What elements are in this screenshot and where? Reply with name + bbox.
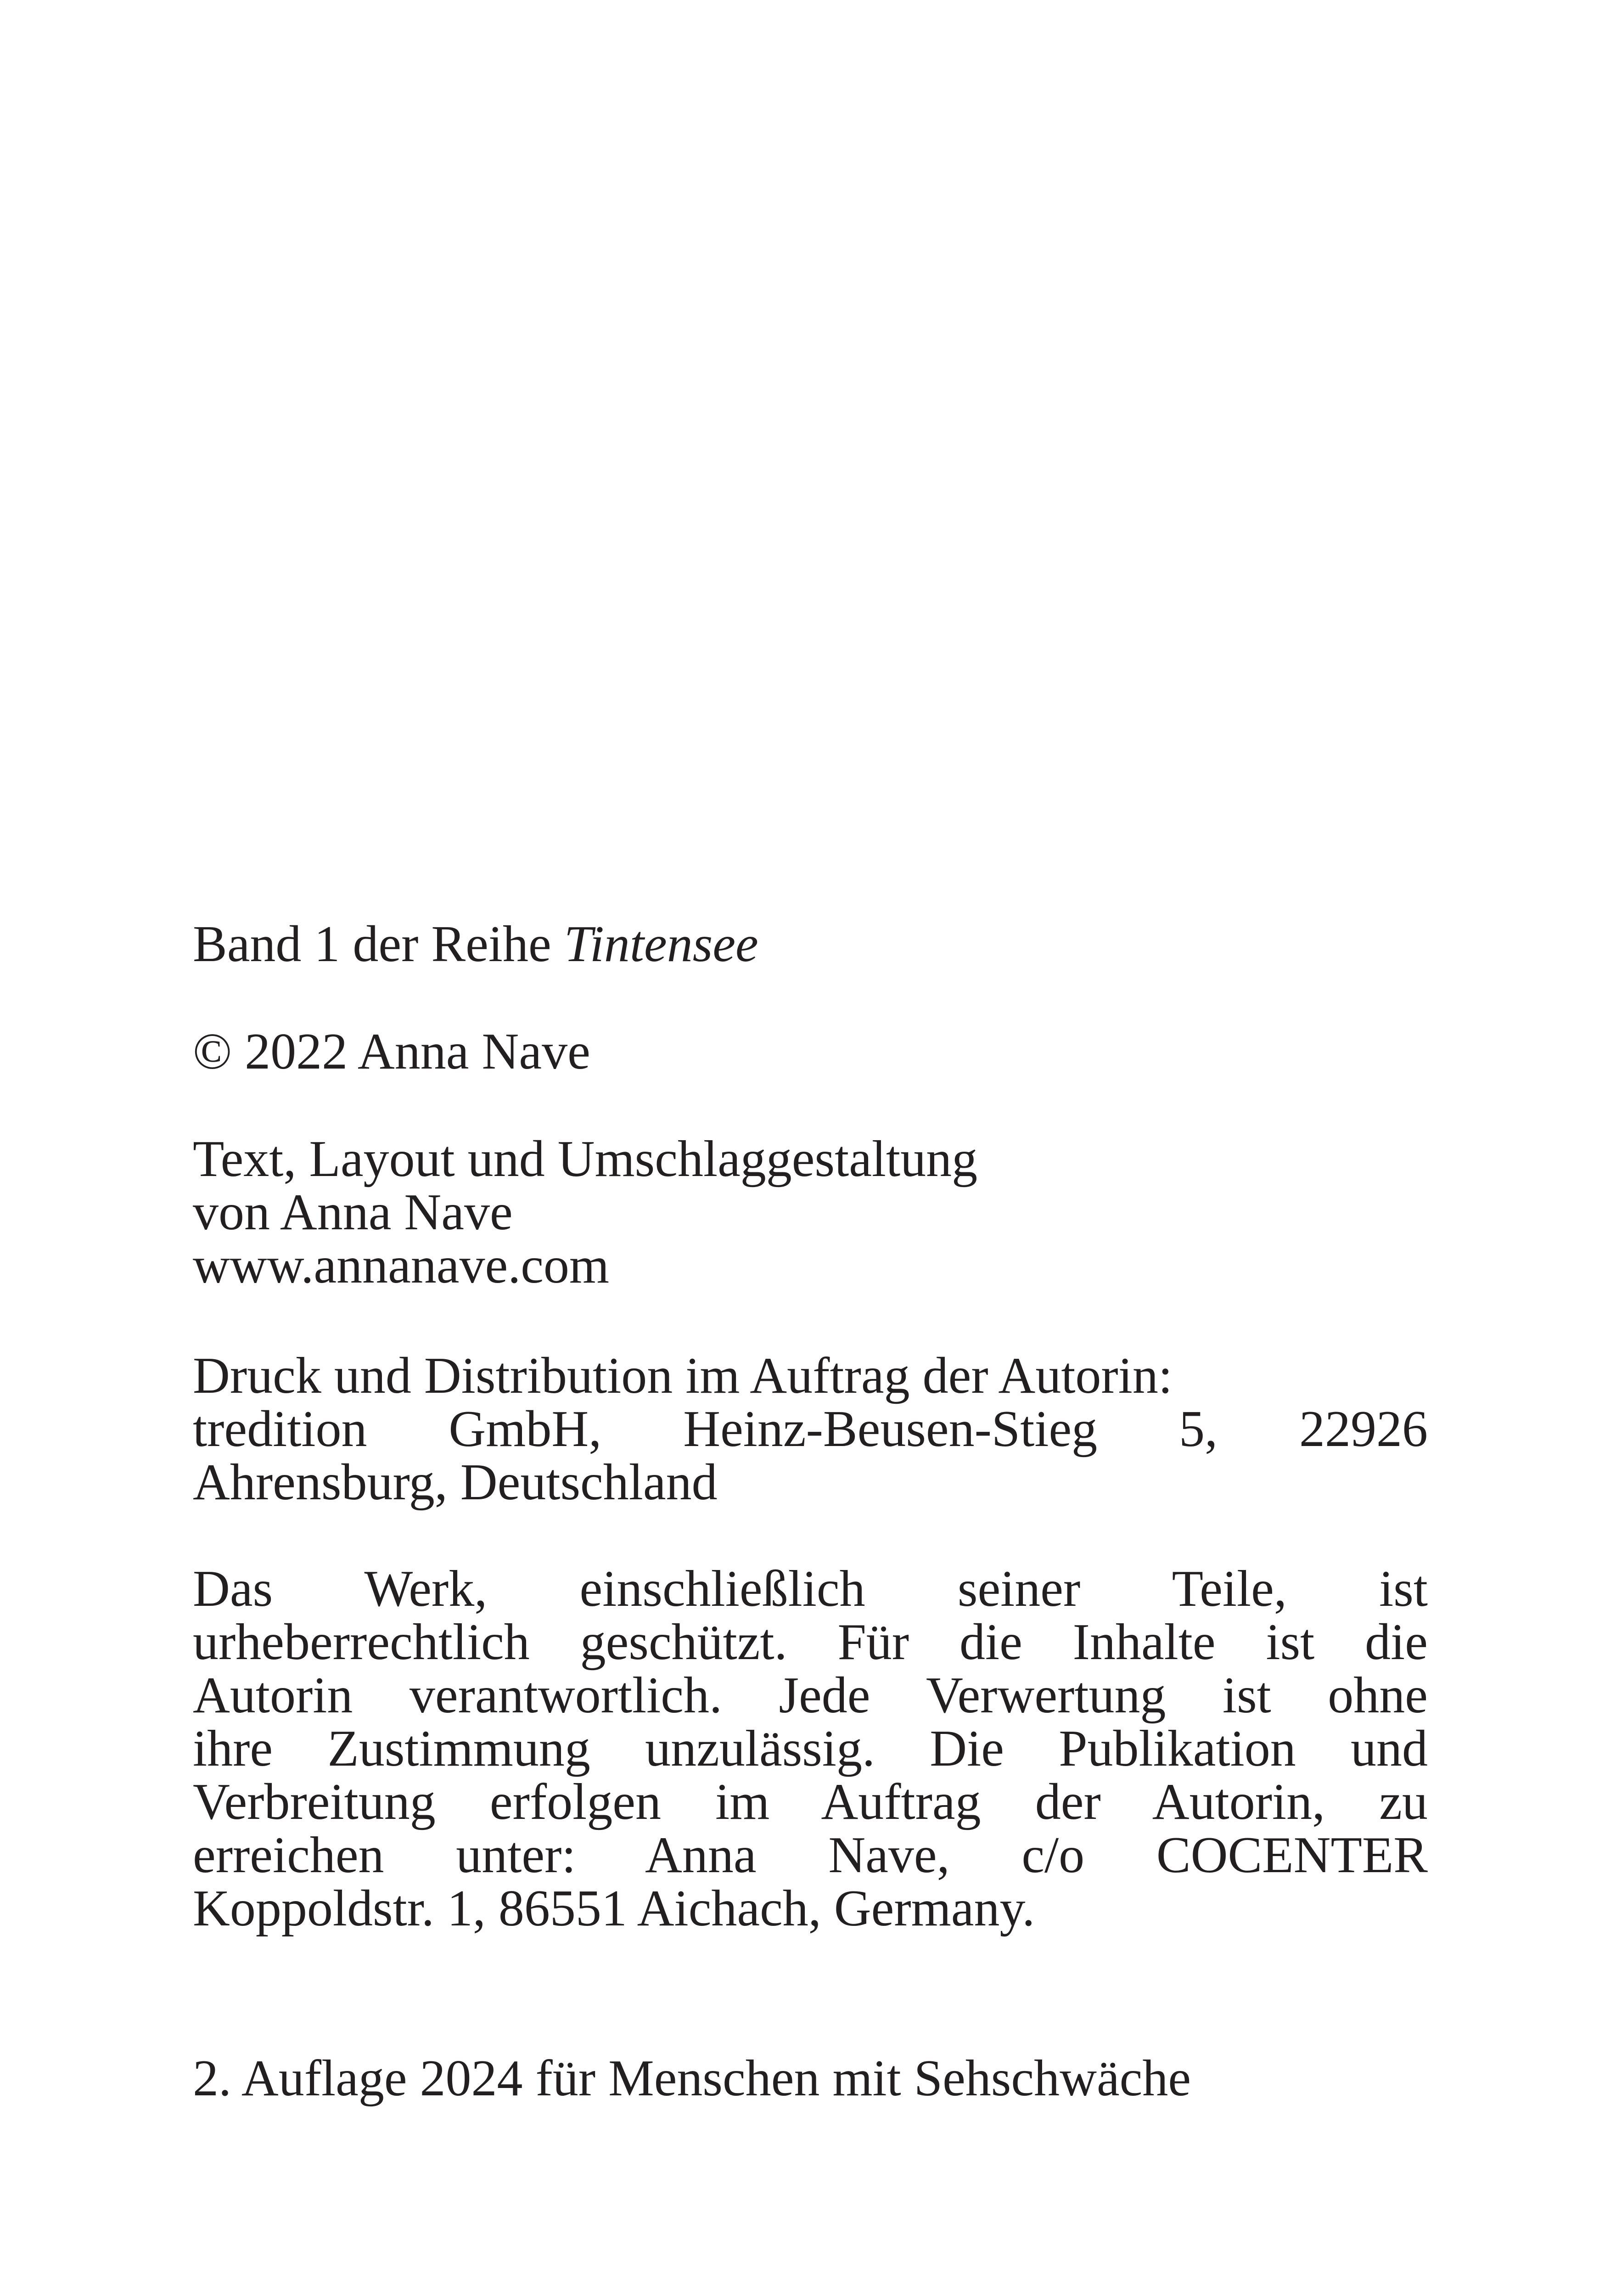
- printing-block: [193, 1349, 1428, 1509]
- series-title: Tintensee: [564, 916, 758, 973]
- printing-line-2: tredition GmbH, Heinz-Beusen-Stieg 5, 22926: [193, 1401, 1428, 1458]
- rights-block: [193, 1562, 1428, 1935]
- credits-line-1: Text, Layout und Umschlaggestaltung: [193, 1131, 978, 1187]
- credits-block: [193, 1132, 1428, 1292]
- copyright-text: © 2022 Anna Nave: [193, 1023, 590, 1080]
- rights-line-3: Autorin verantwortlich. Jede Verwertung ist ohne: [193, 1667, 1428, 1724]
- rights-line-7: Koppoldstr. 1, 86551 Aichach, Germany.: [193, 1880, 1035, 1937]
- rights-line-2: urheberrechtlich geschützt. Für die Inhalte ist die: [193, 1614, 1428, 1671]
- credits-line-2: von Anna Nave: [193, 1184, 513, 1241]
- series-line: [193, 917, 1428, 971]
- series-prefix: Band 1 der Reihe: [193, 916, 564, 973]
- printing-line-1: Druck und Distribution im Auftrag der Autorin:: [193, 1347, 1173, 1404]
- rights-line-6: erreichen unter: Anna Nave, c/o COCENTER: [193, 1827, 1428, 1884]
- credits-website: www.annanave.com: [193, 1237, 610, 1294]
- rights-line-1: Das Werk, einschließlich seiner Teile, ist: [193, 1560, 1428, 1617]
- edition-line: [193, 2052, 1428, 2105]
- edition-text: 2. Auflage 2024 für Menschen mit Sehschwäche: [193, 2050, 1191, 2107]
- copyright-line: [193, 1025, 1428, 1078]
- printing-line-3: Ahrensburg, Deutschland: [193, 1454, 718, 1511]
- rights-line-5: Verbreitung erfolgen im Auftrag der Autorin, zu: [193, 1773, 1428, 1830]
- rights-line-4: ihre Zustimmung unzulässig. Die Publikation und: [193, 1720, 1428, 1777]
